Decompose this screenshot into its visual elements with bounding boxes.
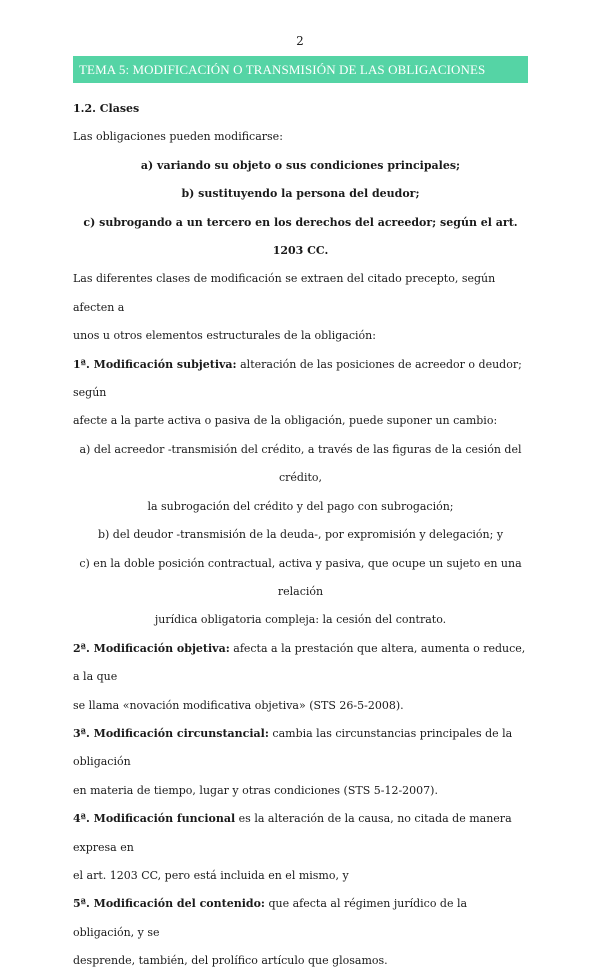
item-5-label: 5ª. Modificación del contenido: [73,897,265,911]
item-2-continued: se llama «novación modificativa objetiva» (STS 26-5-2008). [73,698,404,712]
item-1-sub-a: a) del acreedor -transmisión del crédito, a través de las figuras de la cesión del crédito, [79,442,522,485]
item-4 [73,805,528,862]
item-1-sub-b: b) del deudor -transmisión de la deuda-, por expromisión y delegación; y [97,528,504,542]
item-1 [73,351,528,408]
item-1-sub-c-continued: jurídica obligatoria compleja: la cesión del contrato. [154,613,447,627]
item-2-text: afecta a la prestación que altera, aumenta o reduce, a la que [73,641,526,684]
item-1-text: alteración de las posiciones de acreedor o deudor; según [73,357,522,400]
explanation-line-1: Las diferentes clases de modificación se extraen del citado precepto, según afecten a [73,272,496,314]
chapter-title-banner: TEMA 5: MODIFICACIÓN O TRANSMISIÓN DE LAS OBLIGACIONES [73,56,528,83]
item-5-continued: desprende, también, del prolífico artículo que glosamos. [73,954,388,968]
option-b: b) sustituyendo la persona del deudor; [181,187,420,201]
item-2-label: 2ª. Modificación objetiva: [73,641,230,655]
page-number: 2 [296,34,304,48]
section-heading: 1.2. Clases [73,102,140,115]
option-a: a) variando su objeto o sus condiciones principales; [140,158,461,172]
intro-text: Las obligaciones pueden modificarse: [73,130,283,144]
item-1-continued: afecte a la parte activa o pasiva de la obligación, puede suponer un cambio: [73,414,498,428]
item-4-continued: el art. 1203 CC, pero está incluida en el mismo, y [73,868,349,882]
document-body [73,95,528,976]
item-3 [73,720,528,777]
item-3-continued: en materia de tiempo, lugar y otras condiciones (STS 5-12-2007). [73,783,438,797]
item-1-sub-a-continued: la subrogación del crédito y del pago con subrogación; [147,499,454,513]
explanation-line-2: unos u otros elementos estructurales de la obligación: [73,329,376,343]
item-5-text: que afecta al régimen jurídico de la obligación, y se [73,897,468,939]
item-3-label: 3ª. Modificación circunstancial: [73,726,269,740]
item-1-label: 1ª. Modificación subjetiva: [73,357,237,371]
option-c: c) subrogando a un tercero en los derechos del acreedor; según el art. 1203 CC. [83,215,518,258]
item-4-text: es la alteración de la causa, no citada de manera expresa en [73,812,512,854]
item-5 [73,890,528,947]
item-1-sub-c: c) en la doble posición contractual, activa y pasiva, que ocupe un sujeto en una relación [79,556,522,598]
item-3-text: cambia las circunstancias principales de la obligación [73,726,513,769]
item-4-label: 4ª. Modificación funcional [73,812,236,826]
item-2 [73,635,528,692]
